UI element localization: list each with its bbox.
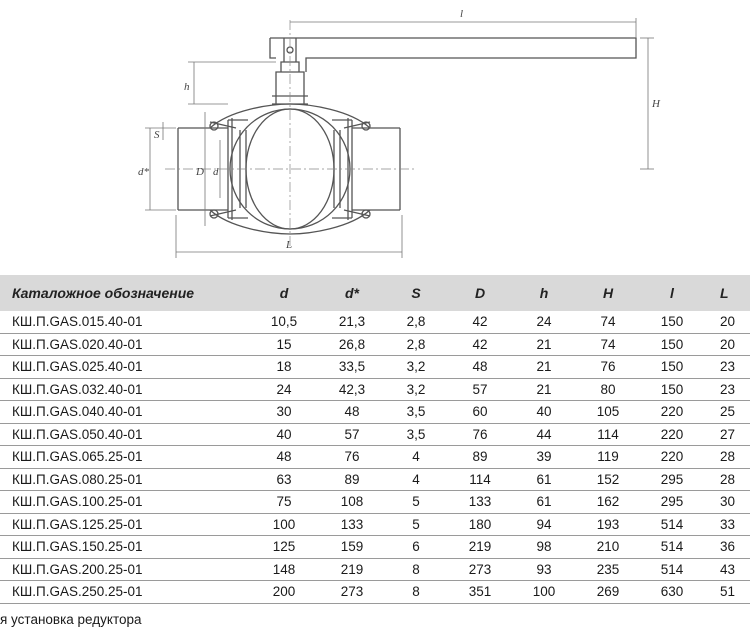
value-cell: 28 [704, 468, 750, 491]
value-cell: 21,3 [320, 311, 384, 333]
header-h: h [512, 275, 576, 311]
value-cell: 15 [248, 333, 320, 356]
value-cell: 75 [248, 491, 320, 514]
value-cell: 159 [320, 536, 384, 559]
value-cell: 26,8 [320, 333, 384, 356]
table-row [0, 311, 750, 333]
ball-valve-drawing [0, 0, 750, 275]
header-D: D [448, 275, 512, 311]
footnote: я установка редуктора [0, 612, 142, 627]
value-cell: 273 [320, 581, 384, 604]
value-cell: 89 [320, 468, 384, 491]
value-cell: 125 [248, 536, 320, 559]
value-cell: 48 [448, 356, 512, 379]
header-H: H [576, 275, 640, 311]
value-cell: 295 [640, 491, 704, 514]
catalog-code-cell: КШ.П.GAS.040.40-01 [0, 401, 248, 424]
value-cell: 76 [320, 446, 384, 469]
table-row [0, 401, 750, 424]
value-cell: 20 [704, 333, 750, 356]
table-row [0, 423, 750, 446]
value-cell: 74 [576, 333, 640, 356]
table-row [0, 378, 750, 401]
value-cell: 150 [640, 333, 704, 356]
value-cell: 24 [248, 378, 320, 401]
value-cell: 150 [640, 311, 704, 333]
value-cell: 21 [512, 378, 576, 401]
value-cell: 4 [384, 446, 448, 469]
value-cell: 40 [512, 401, 576, 424]
dim-h-label: h [184, 81, 190, 93]
value-cell: 94 [512, 513, 576, 536]
dim-H-label: H [652, 98, 660, 110]
value-cell: 269 [576, 581, 640, 604]
value-cell: 148 [248, 558, 320, 581]
value-cell: 5 [384, 491, 448, 514]
value-cell: 220 [640, 401, 704, 424]
value-cell: 43 [704, 558, 750, 581]
value-cell: 48 [248, 446, 320, 469]
value-cell: 180 [448, 513, 512, 536]
value-cell: 42,3 [320, 378, 384, 401]
value-cell: 351 [448, 581, 512, 604]
dim-S-label: S [154, 129, 160, 141]
value-cell: 105 [576, 401, 640, 424]
value-cell: 162 [576, 491, 640, 514]
catalog-code-cell: КШ.П.GAS.150.25-01 [0, 536, 248, 559]
table-row [0, 491, 750, 514]
table-row [0, 356, 750, 379]
value-cell: 150 [640, 378, 704, 401]
value-cell: 3,5 [384, 401, 448, 424]
dim-D-label: D [196, 166, 204, 178]
value-cell: 24 [512, 311, 576, 333]
value-cell: 2,8 [384, 333, 448, 356]
dim-l-label: l [460, 8, 464, 20]
value-cell: 27 [704, 423, 750, 446]
value-cell: 61 [512, 491, 576, 514]
header-L: L [704, 275, 750, 311]
catalog-code-cell: КШ.П.GAS.020.40-01 [0, 333, 248, 356]
catalog-code-cell: КШ.П.GAS.080.25-01 [0, 468, 248, 491]
value-cell: 20 [704, 311, 750, 333]
value-cell: 119 [576, 446, 640, 469]
value-cell: 76 [448, 423, 512, 446]
value-cell: 273 [448, 558, 512, 581]
value-cell: 219 [448, 536, 512, 559]
value-cell: 220 [640, 446, 704, 469]
value-cell: 150 [640, 356, 704, 379]
value-cell: 108 [320, 491, 384, 514]
value-cell: 98 [512, 536, 576, 559]
value-cell: 514 [640, 558, 704, 581]
value-cell: 295 [640, 468, 704, 491]
value-cell: 30 [704, 491, 750, 514]
table-row [0, 468, 750, 491]
value-cell: 235 [576, 558, 640, 581]
value-cell: 44 [512, 423, 576, 446]
header-S: S [384, 275, 448, 311]
value-cell: 220 [640, 423, 704, 446]
catalog-code-cell: КШ.П.GAS.025.40-01 [0, 356, 248, 379]
dim-L-label: L [286, 239, 293, 251]
value-cell: 219 [320, 558, 384, 581]
value-cell: 74 [576, 311, 640, 333]
value-cell: 630 [640, 581, 704, 604]
value-cell: 152 [576, 468, 640, 491]
table-row [0, 581, 750, 604]
value-cell: 193 [576, 513, 640, 536]
value-cell: 133 [320, 513, 384, 536]
value-cell: 10,5 [248, 311, 320, 333]
value-cell: 5 [384, 513, 448, 536]
dim-dstar-label: d* [138, 166, 149, 178]
value-cell: 89 [448, 446, 512, 469]
value-cell: 100 [248, 513, 320, 536]
catalog-code-cell: КШ.П.GAS.050.40-01 [0, 423, 248, 446]
value-cell: 57 [448, 378, 512, 401]
value-cell: 4 [384, 468, 448, 491]
table-row [0, 513, 750, 536]
value-cell: 514 [640, 536, 704, 559]
dim-d-label: d [213, 166, 219, 178]
valve-handle [270, 38, 636, 72]
header-catalog: Каталожное обозначение [0, 275, 248, 311]
value-cell: 100 [512, 581, 576, 604]
value-cell: 23 [704, 378, 750, 401]
value-cell: 21 [512, 333, 576, 356]
value-cell: 3,2 [384, 356, 448, 379]
table-row [0, 333, 750, 356]
value-cell: 200 [248, 581, 320, 604]
catalog-code-cell: КШ.П.GAS.125.25-01 [0, 513, 248, 536]
value-cell: 210 [576, 536, 640, 559]
header-dstar: d* [320, 275, 384, 311]
value-cell: 42 [448, 333, 512, 356]
value-cell: 60 [448, 401, 512, 424]
value-cell: 42 [448, 311, 512, 333]
value-cell: 61 [512, 468, 576, 491]
specification-table [0, 275, 750, 604]
value-cell: 57 [320, 423, 384, 446]
catalog-code-cell: КШ.П.GAS.200.25-01 [0, 558, 248, 581]
table-row [0, 446, 750, 469]
value-cell: 25 [704, 401, 750, 424]
value-cell: 21 [512, 356, 576, 379]
value-cell: 63 [248, 468, 320, 491]
catalog-code-cell: КШ.П.GAS.100.25-01 [0, 491, 248, 514]
header-d: d [248, 275, 320, 311]
catalog-code-cell: КШ.П.GAS.032.40-01 [0, 378, 248, 401]
value-cell: 33 [704, 513, 750, 536]
value-cell: 514 [640, 513, 704, 536]
value-cell: 2,8 [384, 311, 448, 333]
value-cell: 30 [248, 401, 320, 424]
value-cell: 76 [576, 356, 640, 379]
catalog-code-cell: КШ.П.GAS.250.25-01 [0, 581, 248, 604]
value-cell: 8 [384, 558, 448, 581]
value-cell: 93 [512, 558, 576, 581]
table-row [0, 558, 750, 581]
value-cell: 80 [576, 378, 640, 401]
value-cell: 114 [576, 423, 640, 446]
value-cell: 36 [704, 536, 750, 559]
value-cell: 23 [704, 356, 750, 379]
catalog-code-cell: КШ.П.GAS.065.25-01 [0, 446, 248, 469]
value-cell: 114 [448, 468, 512, 491]
value-cell: 28 [704, 446, 750, 469]
value-cell: 8 [384, 581, 448, 604]
value-cell: 39 [512, 446, 576, 469]
value-cell: 51 [704, 581, 750, 604]
table-row [0, 536, 750, 559]
value-cell: 48 [320, 401, 384, 424]
value-cell: 133 [448, 491, 512, 514]
value-cell: 18 [248, 356, 320, 379]
value-cell: 33,5 [320, 356, 384, 379]
value-cell: 3,5 [384, 423, 448, 446]
header-l: l [640, 275, 704, 311]
value-cell: 40 [248, 423, 320, 446]
value-cell: 6 [384, 536, 448, 559]
catalog-code-cell: КШ.П.GAS.015.40-01 [0, 311, 248, 333]
value-cell: 3,2 [384, 378, 448, 401]
table-header-row [0, 275, 750, 311]
